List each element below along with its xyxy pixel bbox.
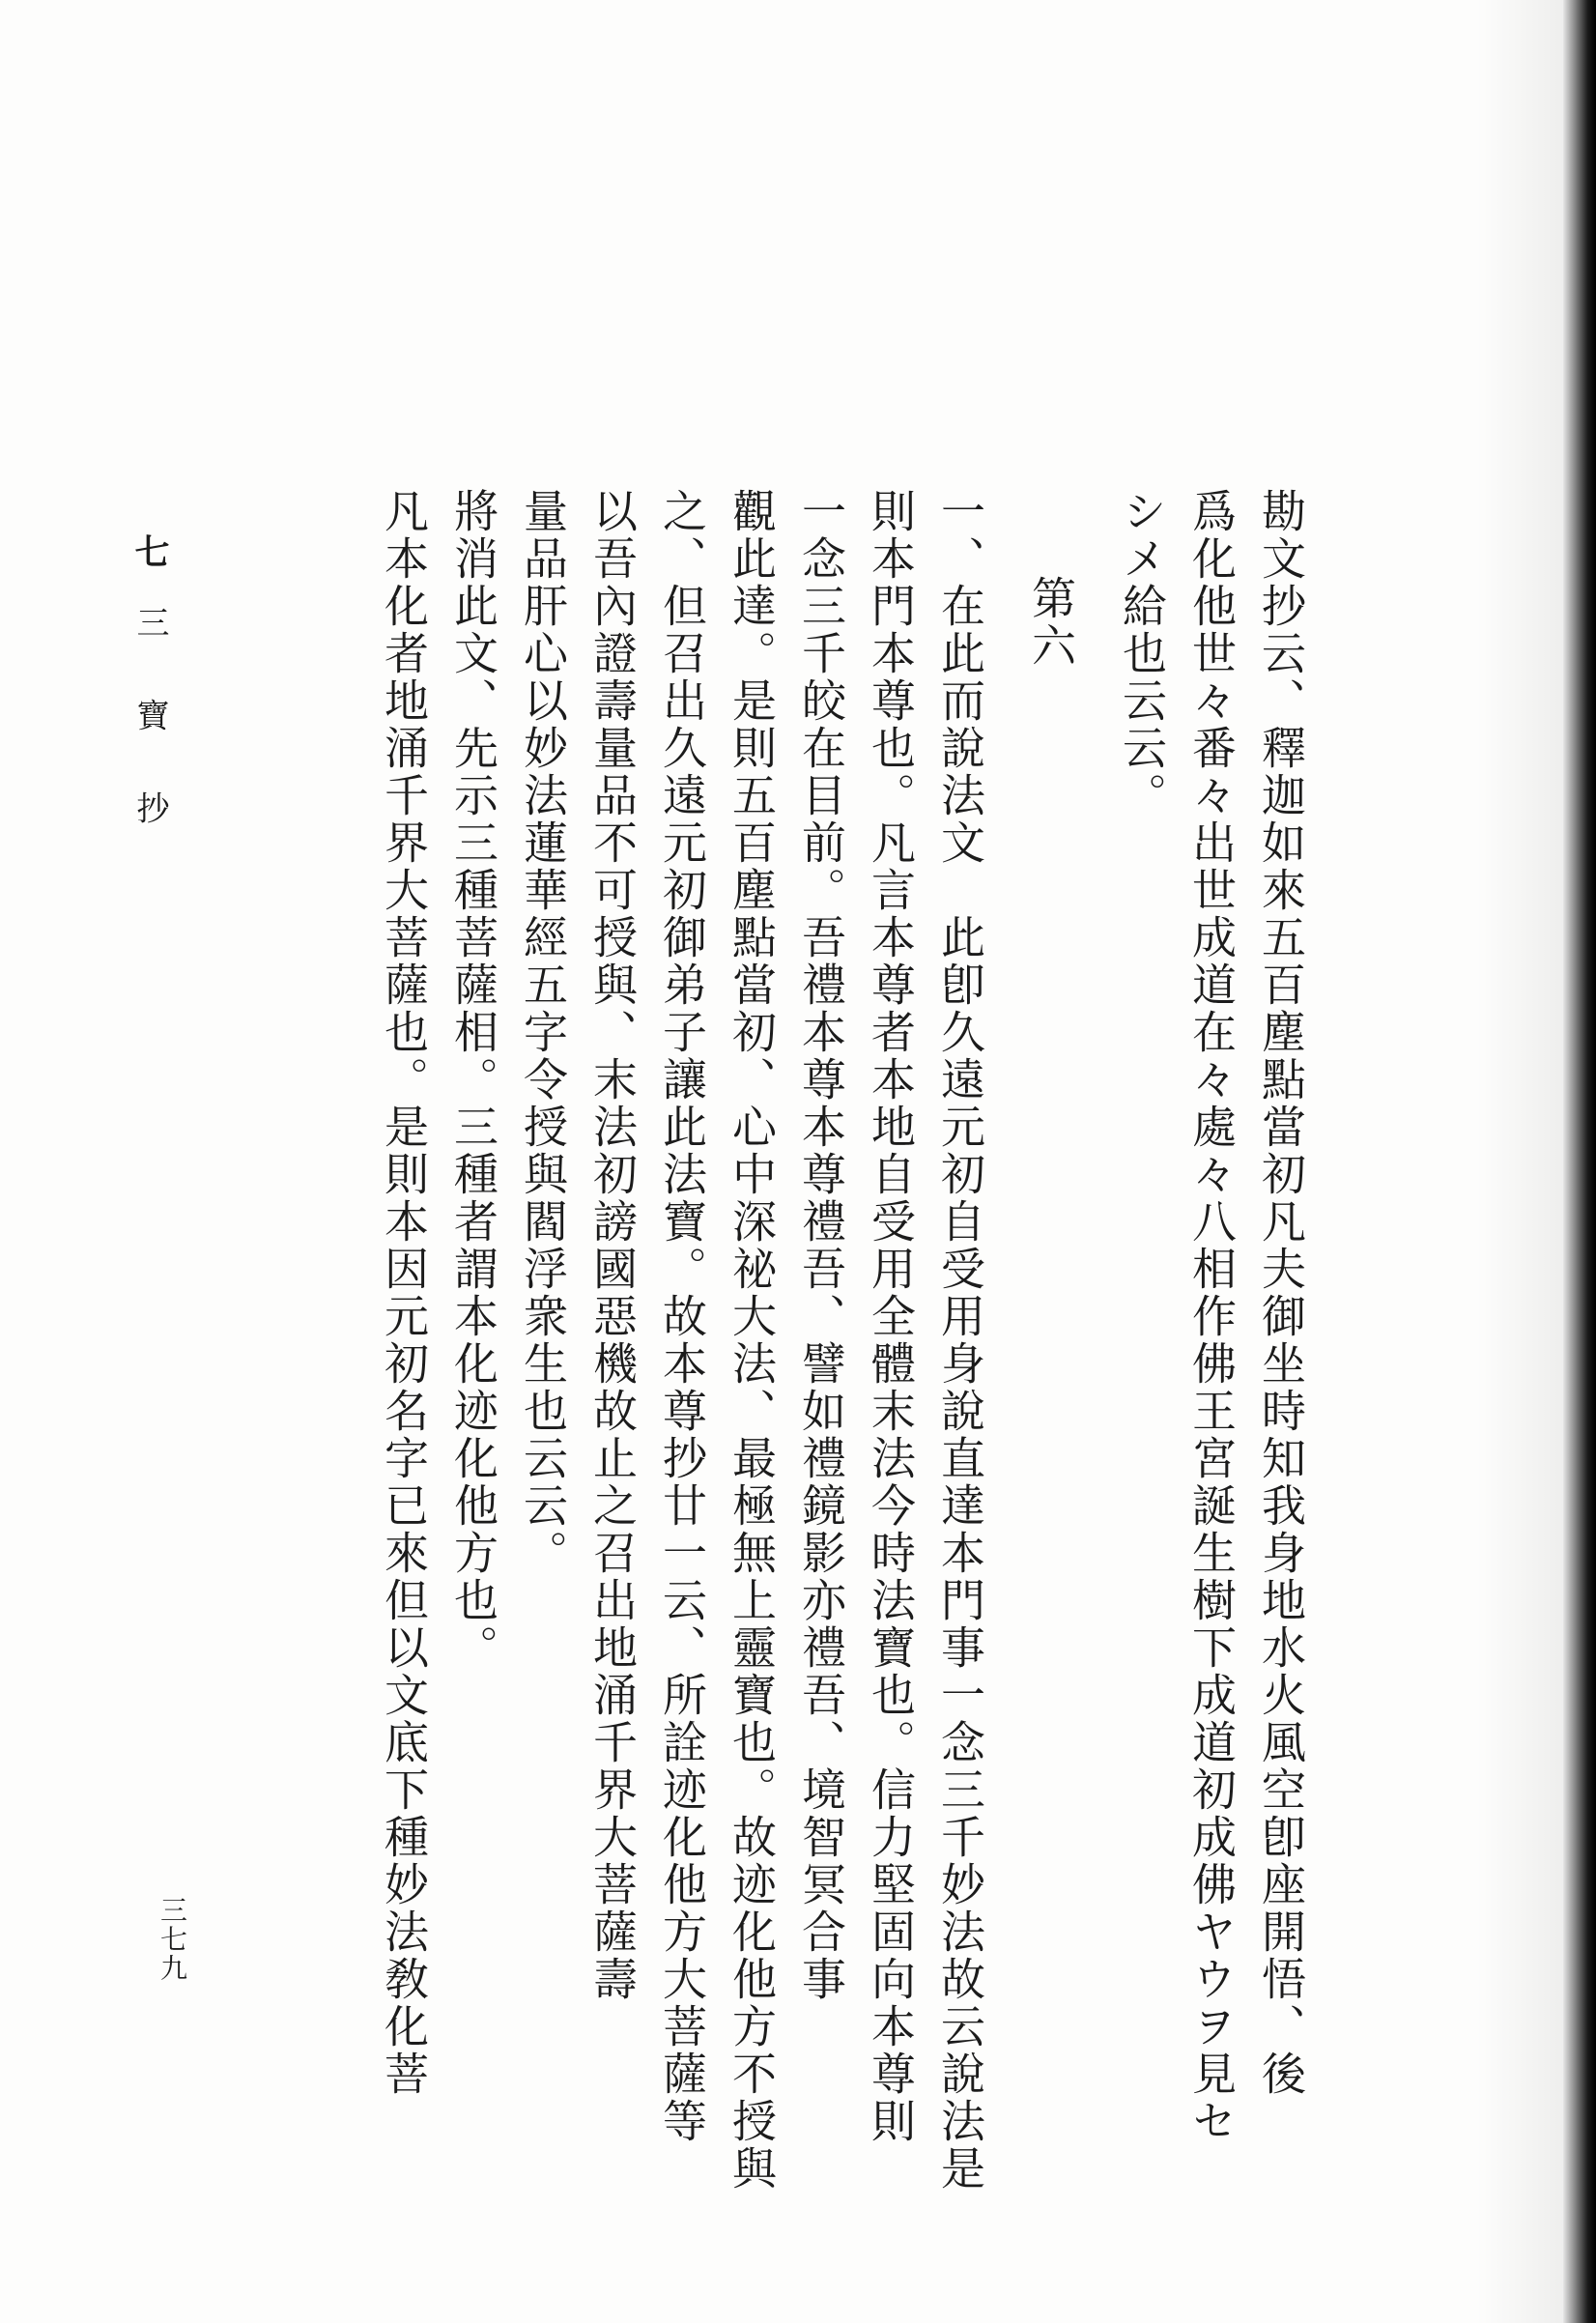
body-text [369, 488, 1316, 2193]
chapter-number: 七 [129, 533, 170, 582]
text-line: 量品肝心以妙法蓮華經五字令授與閻浮衆生也云云。 [517, 488, 569, 1577]
book-title: 三 寶 抄 [130, 605, 169, 838]
page-number: 三七九 [157, 1896, 188, 1983]
section-heading: 第六 [1025, 575, 1077, 670]
binding-shadow [1476, 0, 1563, 2323]
text-line: 則本門本尊也。凡言本尊者本地自受用全體末法今時法寶也。信力堅固向本尊則 [865, 488, 917, 2145]
text-line: 一、在此而說法文 此卽久遠元初自受用身說直達本門事一念三千妙法故云說法是 [934, 488, 986, 2193]
text-line: シメ給也云云。 [1116, 488, 1168, 819]
text-line: 觀此達。是則五百塵點當初、心中深祕大法、最極無上靈寶也。故迹化他方不授與 [726, 488, 778, 2193]
text-line: 勘文抄云、釋迦如來五百塵點當初凡夫御坐時知我身地水火風空卽座開悟、後 [1255, 488, 1307, 2098]
running-footer [126, 533, 175, 838]
text-line: 之、但召出久遠元初御弟子讓此法寶。故本尊抄廿一云、所詮迹化他方大菩薩等 [656, 488, 708, 2145]
text-line: 爲化他世々番々出世成道在々處々八相作佛王宮誕生樹下成道初成佛ヤウヲ見セ [1185, 488, 1238, 2145]
text-line: 一念三千皎在目前。吾禮本尊本尊禮吾、譬如禮鏡影亦禮吾、境智冥合事 [795, 488, 847, 2003]
binding-edge [1563, 0, 1596, 2323]
text-line: 凡本化者地涌千界大菩薩也。是則本因元初名字已來但以文底下種妙法敎化菩 [378, 488, 430, 2098]
text-line: 將消此文、先示三種菩薩相。三種者謂本化迹化他方也。 [447, 488, 499, 1672]
text-line: 以吾內證壽量品不可授與、末法初謗國惡機故止之召出地涌千界大菩薩壽 [586, 488, 639, 2003]
